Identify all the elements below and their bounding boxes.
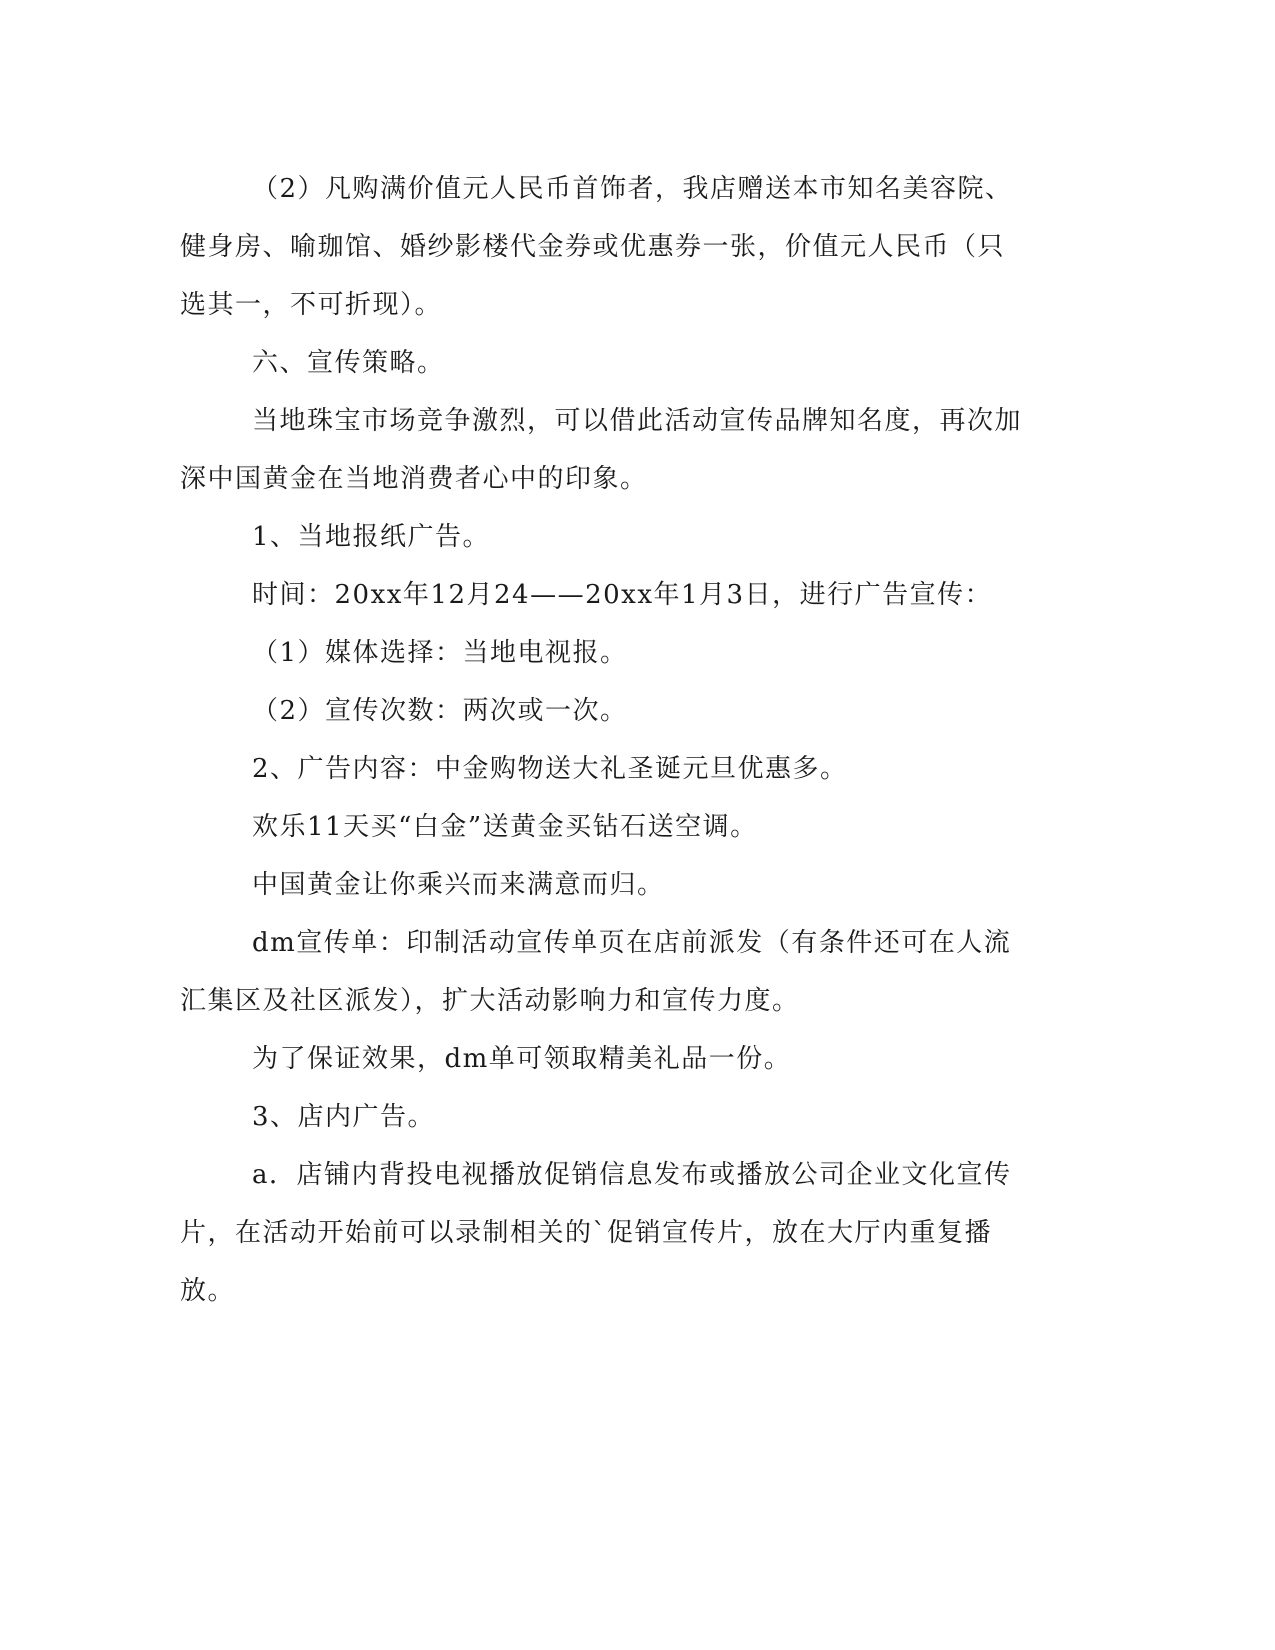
heading-promotion-strategy: 六、宣传策略。 xyxy=(252,348,445,378)
paragraph-in-store-tv: a．店铺内背投电视播放促销信息发布或播放公司企业文化宣传片，在活动开始前可以录制相关的`促销宣传片，放在大厅内重复播放。 xyxy=(180,1160,1012,1306)
paragraph-dm-flyer: dm宣传单：印制活动宣传单页在店前派发（有条件还可在人流汇集区及社区派发），扩大活动影响力和宣传力度。 xyxy=(180,928,1012,1016)
paragraph-slogan-platinum: 欢乐11天买“白金”送黄金买钻石送空调。 xyxy=(252,812,758,842)
paragraph-ad-frequency: （2）宣传次数：两次或一次。 xyxy=(252,696,628,726)
paragraph-market-competition: 当地珠宝市场竞争激烈，可以借此活动宣传品牌知名度，再次加深中国黄金在当地消费者心中的印象。 xyxy=(180,406,1023,494)
heading-in-store-ad: 3、店内广告。 xyxy=(252,1102,436,1132)
heading-newspaper-ad: 1、当地报纸广告。 xyxy=(252,522,491,552)
paragraph-gift-voucher: （2）凡购满价值元人民币首饰者，我店赠送本市知名美容院、健身房、喻珈馆、婚纱影楼代金券或优惠券一张，价值元人民币（只选其一，不可折现）。 xyxy=(180,174,1013,320)
paragraph-slogan-china-gold: 中国黄金让你乘兴而来满意而归。 xyxy=(252,870,665,900)
paragraph-media-choice: （1）媒体选择：当地电视报。 xyxy=(252,638,628,668)
heading-ad-content: 2、广告内容：中金购物送大礼圣诞元旦优惠多。 xyxy=(252,754,848,784)
document-page xyxy=(180,160,1030,1320)
paragraph-dm-gift: 为了保证效果，dm单可领取精美礼品一份。 xyxy=(252,1044,792,1074)
paragraph-ad-time: 时间：20xx年12月24——20xx年1月3日，进行广告宣传： xyxy=(252,580,993,610)
